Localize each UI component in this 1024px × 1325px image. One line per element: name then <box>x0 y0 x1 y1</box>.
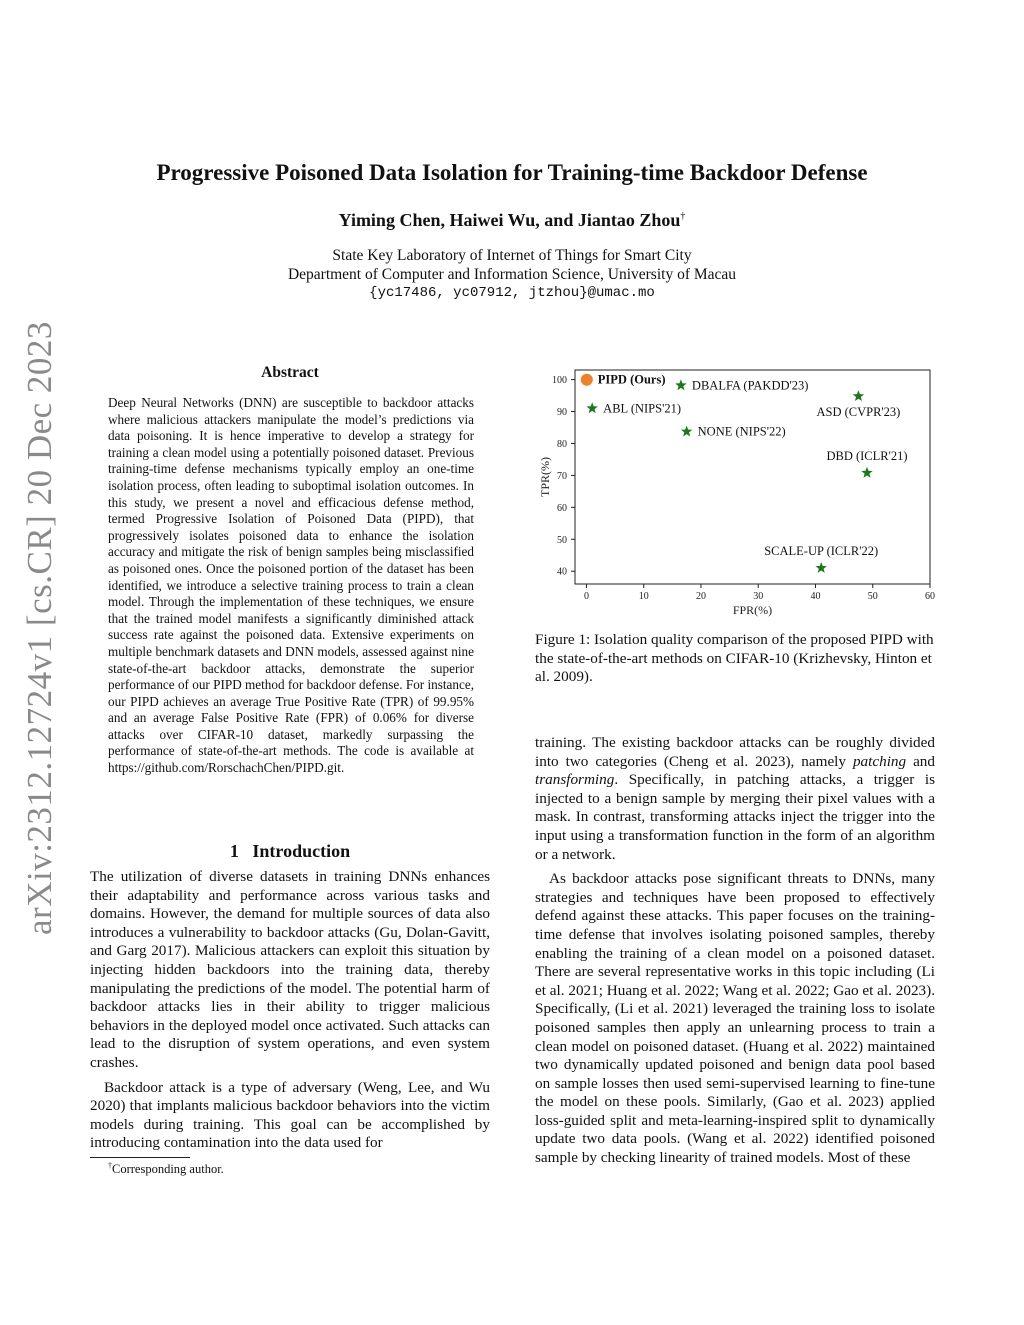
abstract-heading: Abstract <box>261 364 319 381</box>
data-point-star <box>816 562 827 573</box>
footnote <box>108 1161 224 1177</box>
paper-title: Progressive Poisoned Data Isolation for Training-time Backdoor Defense <box>156 160 868 185</box>
affiliation-lab: State Key Laboratory of Internet of Things for Smart City <box>332 247 692 264</box>
introduction-body <box>90 868 490 1159</box>
intro-paragraph-1: The utilization of diverse datasets in training DNNs enhances their adaptability and performance across various tasks and domains. However, the demand for multiple sources of data also introduces a vulnerability to backdoor attacks (Gu, Dolan-Gavitt, and Garg 2017). Malicious attackers can exploit this situation by injecting hidden backdoors into the training data, thereby manipulating the predictions of the model. The potential harm of backdoor attacks lies in their ability to trigger malicious behaviors in the deployed model once activated. Such attacks can lead to the disruption of system operations, and even system crashes. <box>90 868 490 1071</box>
right-p1-text-a: training. The existing backdoor attacks can be roughly divided into two categories (Cheng et al. 2023), namely <box>535 734 935 770</box>
y-axis-label: TPR(%) <box>538 457 552 497</box>
right-p1-em-transforming: transforming <box>535 771 615 789</box>
author-names: Yiming Chen, Haiwei Wu, and Jiantao Zhou <box>338 210 681 230</box>
affiliation-department: Department of Computer and Information Science, University of Macau <box>287 266 737 283</box>
data-point-ours <box>581 374 593 386</box>
right-p1-text-c: . Specifically, in patching attacks, a trigger is injected to a benign sample by merging their pixel values with a mask. In contrast, transforming attacks inject the trigger into the input using a transformation function in the form of an algorithm or a network. <box>535 771 935 863</box>
right-p1-em-patching: patching <box>852 752 907 770</box>
y-tick-label: 100 <box>552 375 567 387</box>
data-point-label: SCALE-UP (ICLR'22) <box>764 544 879 559</box>
data-point-label: PIPD (Ours) <box>597 372 666 387</box>
section-title: Introduction <box>252 841 351 861</box>
data-point-label: ASD (CVPR'23) <box>816 405 901 420</box>
data-point-star <box>675 379 686 390</box>
arxiv-identifier: arXiv:2312.12724v1 [cs.CR] 20 Dec 2023 <box>20 321 59 935</box>
y-tick-label: 90 <box>557 407 567 419</box>
right-paragraph-2: As backdoor attacks pose significant threats to DNNs, many strategies and techniques have been proposed to effectively defend against these attacks. This paper focuses on the training-time defense that involves isolating poisoned samples, thereby enabling the training of a clean model on a poisoned dataset. There are several representative works in this topic including (Li et al. 2021; Huang et al. 2022; Wang et al. 2022; Gao et al. 2023). Specifically, (Li et al. 2021) leveraged the training loss to isolate poisoned samples then apply an unlearning process to train a clean model on poisoned dataset. (Huang et al. 2022) maintained two dynamically updated poisoned and benign data pool based on sample losses then used semi-supervised learning to fine-tune the model on these pools. Similarly, (Gao et al. 2023) applied loss-guided split and meta-learning-inspired split to dynamically update two data pools. (Wang et al. 2022) identified poisoned sample by checking linearity of trained models. Most of these <box>535 870 935 1167</box>
author-line <box>0 210 1024 231</box>
x-tick-label: 0 <box>583 591 589 602</box>
data-point-label: ABL (NIPS'21) <box>603 401 682 416</box>
x-tick-label: 20 <box>695 591 706 602</box>
footnote-mark: † <box>108 1161 112 1170</box>
x-tick-label: 10 <box>638 591 649 602</box>
right-column-body <box>535 734 935 1174</box>
y-tick-label: 60 <box>557 502 567 514</box>
isolation-quality-scatter-chart <box>535 362 940 617</box>
x-axis-label: FPR(%) <box>732 603 773 617</box>
y-tick-label: 80 <box>557 438 567 450</box>
y-tick-label: 50 <box>557 534 567 546</box>
data-point-star <box>681 426 692 437</box>
x-tick-label: 50 <box>867 591 878 602</box>
data-point-label: DBALFA (PAKDD'23) <box>691 378 809 393</box>
figure-1-caption: Figure 1: Isolation quality comparison of the proposed PIPD with the state-of-the-art methods on CIFAR-10 (Krizhevsky, Hinton et al. 2009). <box>535 631 934 686</box>
corresponding-author-mark: † <box>680 211 686 222</box>
data-point-star <box>586 402 597 413</box>
section-number: 1 <box>229 841 239 861</box>
y-tick-label: 40 <box>557 566 567 578</box>
section-heading-introduction <box>90 841 490 862</box>
y-tick-label: 70 <box>557 470 567 482</box>
data-point-label: DBD (ICLR'21) <box>826 448 908 463</box>
author-email: {yc17486, yc07912, jtzhou}@umac.mo <box>369 285 655 301</box>
x-tick-label: 40 <box>810 591 821 602</box>
x-tick-label: 30 <box>753 591 764 602</box>
right-paragraph-1 <box>535 734 935 864</box>
footnote-text: Corresponding author. <box>112 1162 224 1177</box>
data-point-label: NONE (NIPS'22) <box>697 424 786 439</box>
footnote-rule <box>90 1157 190 1158</box>
intro-paragraph-2: Backdoor attack is a type of adversary (Weng, Lee, and Wu 2020) that implants malicious backdoor behaviors into the victim models during training. This goal can be accomplished by introducing contamination into the data used for <box>90 1078 490 1152</box>
x-tick-label: 60 <box>925 591 935 602</box>
data-point-star <box>853 390 864 401</box>
abstract-text: Deep Neural Networks (DNN) are susceptible to backdoor attacks where malicious attackers manipulate the model’s predictions via data poisoning. It is hence imperative to develop a strategy for training a clean model using a potentially poisoned dataset. Previous training-time defense mechanisms typically employ an one-time isolation process, often leading to suboptimal isolation outcomes. In this study, we present a novel and efficacious defense method, termed Progressive Isolation of Poisoned Data (PIPD), that progressively isolates poisoned data to enhance the isolation accuracy and mitigate the risk of benign samples being misclassified as poisoned ones. Once the poisoned portion of the dataset has been identified, we introduce a selective training process to train a clean model. Through the implementation of these techniques, we ensure that the trained model manifests a significantly diminished attack success rate against the poisoned data. Extensive experiments on multiple benchmark datasets and DNN models, assessed against nine state-of-the-art backdoor attacks, demonstrate the superior performance of our PIPD method for backdoor defense. For instance, our PIPD achieves an average True Positive Rate (TPR) of 99.95% and an average False Positive Rate (FPR) of 0.06% for diverse attacks over CIFAR-10 dataset, markedly surpassing the performance of state-of-the-art methods. The code is available at https://github.com/RorschachChen/PIPD.git. <box>108 395 474 776</box>
data-point-star <box>861 467 872 478</box>
affiliation-block <box>0 246 1024 303</box>
right-p1-text-b: and <box>906 752 935 770</box>
